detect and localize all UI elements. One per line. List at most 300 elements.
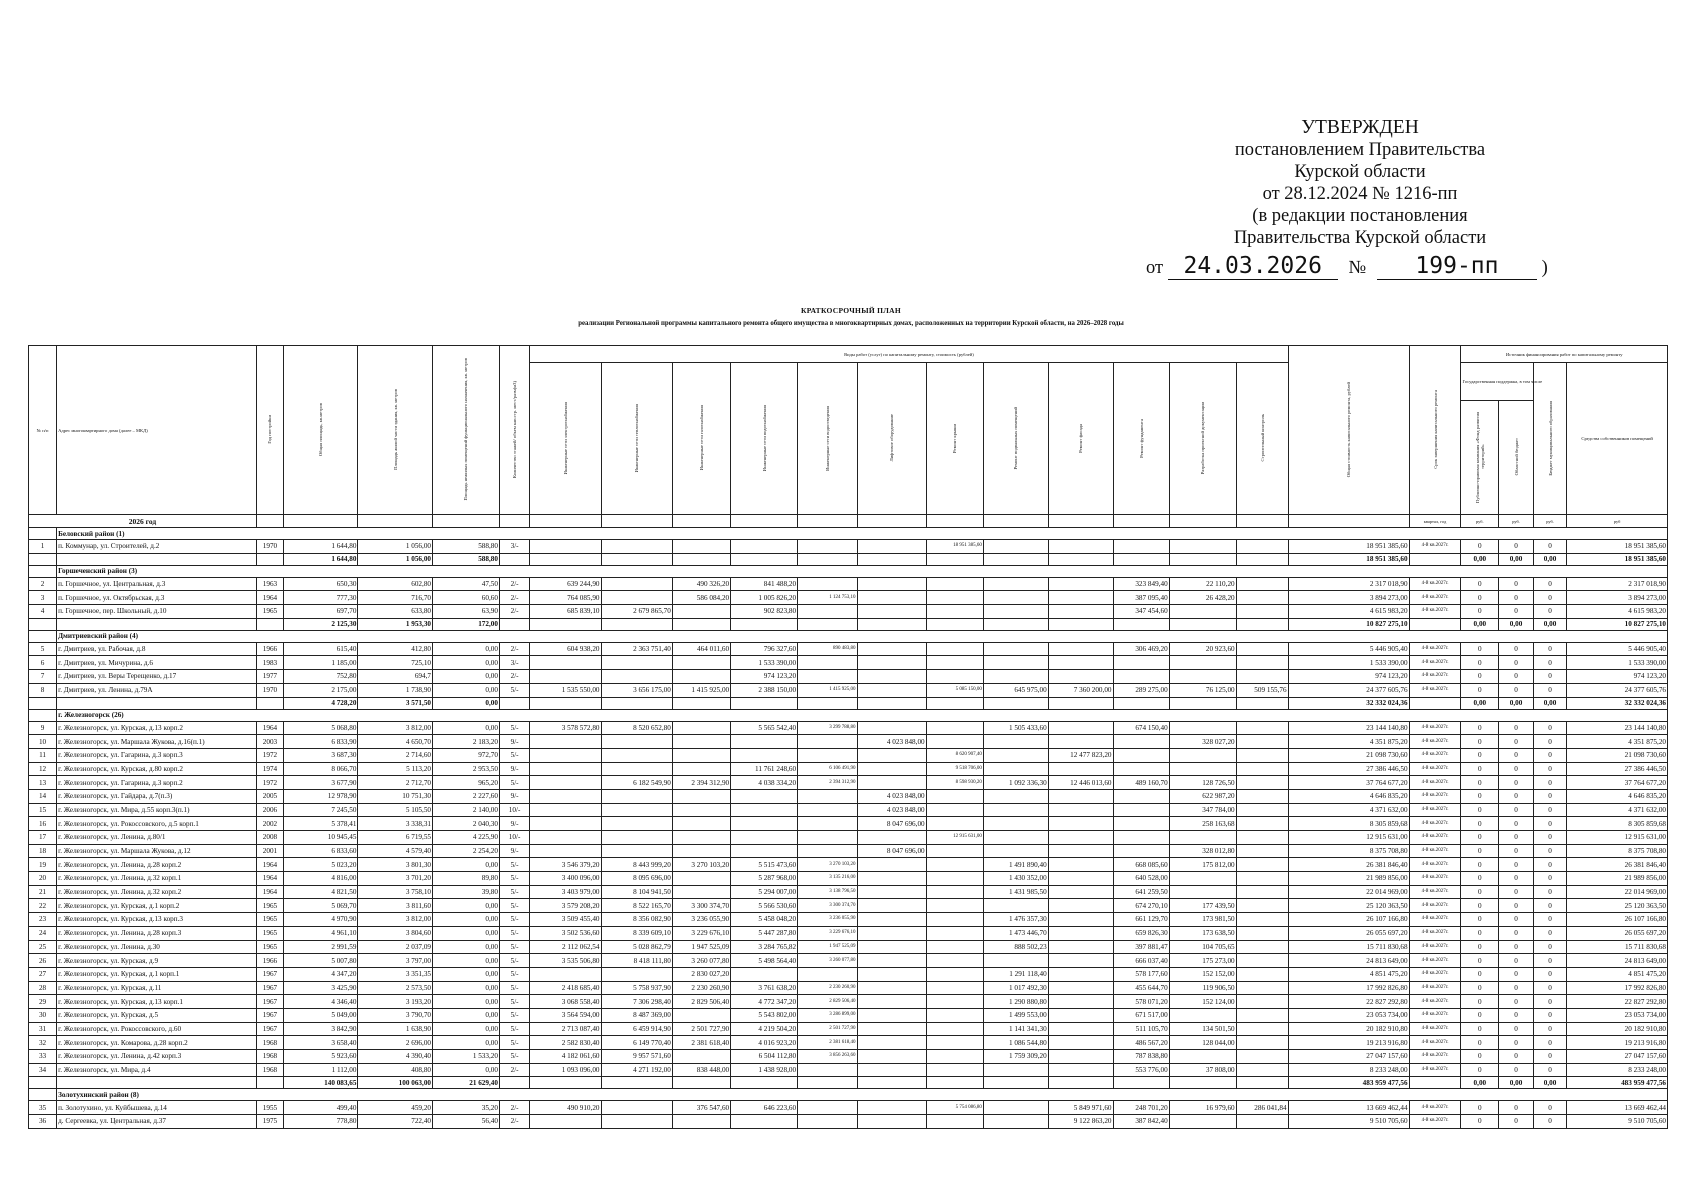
row-owners-funds: 19 213 916,80 xyxy=(1567,1036,1668,1050)
row-nonliving-area: 4 225,90 xyxy=(433,831,500,845)
row-municipal-budget: 0 xyxy=(1533,577,1566,591)
row-work-cost-3: 2 829 506,40 xyxy=(672,995,730,1009)
row-total-cost: 8 233 248,00 xyxy=(1288,1063,1409,1077)
row-work-cost-8: 645 975,00 xyxy=(983,683,1048,697)
row-work-cost-9 xyxy=(1048,858,1113,872)
row-address: г. Железногорск, ул. Гайдара, д.7(п.3) xyxy=(57,789,257,803)
row-work-cost-2: 6 149 770,40 xyxy=(601,1036,672,1050)
row-work-cost-12 xyxy=(1236,789,1288,803)
row-work-cost-1: 3 579 208,20 xyxy=(530,899,601,913)
row-year-built: 1968 xyxy=(256,1036,283,1050)
row-total-cost: 27 047 157,60 xyxy=(1288,1050,1409,1064)
row-work-cost-8 xyxy=(983,803,1048,817)
subtotal-nonliving-area: 588,80 xyxy=(433,553,500,565)
row-living-area: 4 650,70 xyxy=(358,735,433,749)
row-work-cost-7 xyxy=(926,940,983,954)
row-work-cost-5: 3 229 676,10 xyxy=(798,926,857,940)
row-year-built: 1967 xyxy=(256,995,283,1009)
row-total-cost: 24 377 605,76 xyxy=(1288,683,1409,697)
row-work-cost-9 xyxy=(1048,885,1113,899)
row-municipal-budget: 0 xyxy=(1533,1050,1566,1064)
row-work-cost-9 xyxy=(1048,913,1113,927)
row-work-cost-10 xyxy=(1113,844,1169,858)
row-work-cost-7: 12 915 631,00 xyxy=(926,831,983,845)
row-total-cost: 9 510 705,60 xyxy=(1288,1115,1409,1129)
row-work-cost-9 xyxy=(1048,926,1113,940)
subtotal-total-cost: 18 951 385,60 xyxy=(1288,553,1409,565)
row-regional-budget: 0 xyxy=(1499,670,1534,684)
row-nonliving-area: 0,00 xyxy=(433,1036,500,1050)
subtotal-owners-funds: 32 332 024,36 xyxy=(1567,697,1668,709)
row-work-cost-11 xyxy=(1169,1115,1236,1129)
row-total-area: 3 687,30 xyxy=(283,748,358,762)
row-work-cost-11: 128 726,50 xyxy=(1169,776,1236,790)
row-work-cost-5: 3 300 374,70 xyxy=(798,899,857,913)
cell-empty xyxy=(672,553,730,565)
row-work-cost-10 xyxy=(1113,735,1169,749)
decree-date: 24.03.2026 xyxy=(1168,253,1338,280)
row-address: г. Дмитриев, ул. Мичурина, д.6 xyxy=(57,656,257,670)
row-work-cost-11 xyxy=(1169,656,1236,670)
cell-empty xyxy=(1409,618,1461,630)
row-number: 30 xyxy=(29,1008,57,1022)
header-work-4: Инженерные сети водоснабжения xyxy=(731,363,798,515)
row-work-cost-8 xyxy=(983,540,1048,554)
row-regional-budget: 0 xyxy=(1499,885,1534,899)
row-work-cost-5: 3 286 899,00 xyxy=(798,1008,857,1022)
cell-empty xyxy=(1236,697,1288,709)
row-work-cost-2: 5 028 862,79 xyxy=(601,940,672,954)
row-work-cost-5: 3 138 796,50 xyxy=(798,885,857,899)
cell-empty xyxy=(57,553,257,565)
row-number: 21 xyxy=(29,885,57,899)
row-work-cost-3 xyxy=(672,762,730,776)
row-year-built: 2001 xyxy=(256,844,283,858)
row-work-cost-4: 5 287 968,00 xyxy=(731,872,798,886)
cell-empty xyxy=(672,697,730,709)
district-name: Горшеченский район (3) xyxy=(57,565,1668,577)
row-work-cost-6 xyxy=(857,591,926,605)
row-work-cost-6 xyxy=(857,995,926,1009)
row-work-cost-6: 8 047 696,00 xyxy=(857,817,926,831)
row-owners-funds: 27 386 446,50 xyxy=(1567,762,1668,776)
row-address: г. Железногорск, ул. Курская, д.13 корп.2 xyxy=(57,721,257,735)
cell-empty xyxy=(983,618,1048,630)
row-fund-reform: 0 xyxy=(1461,981,1499,995)
row-work-cost-12 xyxy=(1236,981,1288,995)
row-nonliving-area: 0,00 xyxy=(433,995,500,1009)
row-work-cost-1: 3 578 572,80 xyxy=(530,721,601,735)
cell-empty xyxy=(499,618,529,630)
row-work-cost-1 xyxy=(530,656,601,670)
row-work-cost-6 xyxy=(857,885,926,899)
approval-line-4: от 28.12.2024 № 1216-пп xyxy=(1262,184,1458,204)
row-fund-reform: 0 xyxy=(1461,1050,1499,1064)
row-fund-reform: 0 xyxy=(1461,735,1499,749)
row-work-cost-6 xyxy=(857,899,926,913)
row-work-cost-9: 12 477 823,20 xyxy=(1048,748,1113,762)
row-owners-funds: 2 317 018,90 xyxy=(1567,577,1668,591)
row-work-cost-2 xyxy=(601,591,672,605)
row-work-cost-4 xyxy=(731,817,798,831)
row-regional-budget: 0 xyxy=(1499,762,1534,776)
row-work-cost-6 xyxy=(857,762,926,776)
row-year-built: 1974 xyxy=(256,762,283,776)
row-number: 16 xyxy=(29,817,57,831)
row-floors: 5/- xyxy=(499,1050,529,1064)
row-work-cost-4 xyxy=(731,789,798,803)
row-work-cost-1: 2 582 830,40 xyxy=(530,1036,601,1050)
row-work-cost-3: 3 260 077,80 xyxy=(672,954,730,968)
row-deadline: 4-й кв.2027г. xyxy=(1409,1050,1461,1064)
district-row xyxy=(29,709,1668,721)
row-work-cost-8 xyxy=(983,1063,1048,1077)
row-work-cost-12 xyxy=(1236,926,1288,940)
row-number: 3 xyxy=(29,591,57,605)
row-total-area: 3 842,90 xyxy=(283,1022,358,1036)
row-work-cost-2 xyxy=(601,831,672,845)
row-deadline: 4-й кв.2027г. xyxy=(1409,1101,1461,1115)
row-work-cost-2 xyxy=(601,967,672,981)
table-row xyxy=(29,926,1668,940)
district-row xyxy=(29,565,1668,577)
row-nonliving-area: 588,80 xyxy=(433,540,500,554)
row-owners-funds: 21 098 730,60 xyxy=(1567,748,1668,762)
row-work-cost-6 xyxy=(857,981,926,995)
row-work-cost-4: 5 566 530,60 xyxy=(731,899,798,913)
row-work-cost-8 xyxy=(983,591,1048,605)
row-regional-budget: 0 xyxy=(1499,748,1534,762)
row-work-cost-9 xyxy=(1048,789,1113,803)
row-number: 15 xyxy=(29,803,57,817)
header-work-8: Ремонт подвальных помещений xyxy=(983,363,1048,515)
table-row xyxy=(29,940,1668,954)
subtotal-municipal-budget: 0,00 xyxy=(1533,618,1566,630)
row-work-cost-4: 5 565 542,40 xyxy=(731,721,798,735)
row-work-cost-5: 3 299 788,80 xyxy=(798,721,857,735)
subtotal-total-cost: 10 827 275,10 xyxy=(1288,618,1409,630)
row-fund-reform: 0 xyxy=(1461,1022,1499,1036)
unit-rub-1: руб. xyxy=(1461,515,1499,528)
row-work-cost-1: 2 418 685,40 xyxy=(530,981,601,995)
row-work-cost-4: 902 823,80 xyxy=(731,605,798,619)
table-row xyxy=(29,981,1668,995)
row-total-cost: 26 381 846,40 xyxy=(1288,858,1409,872)
table-row xyxy=(29,817,1668,831)
row-total-cost: 22 827 292,80 xyxy=(1288,995,1409,1009)
row-floors: 5/- xyxy=(499,940,529,954)
row-address: г. Железногорск, ул. Ленина, д.42 корп.3 xyxy=(57,1050,257,1064)
row-work-cost-8 xyxy=(983,670,1048,684)
subtotal-municipal-budget: 0,00 xyxy=(1533,553,1566,565)
row-work-cost-11 xyxy=(1169,670,1236,684)
row-number: 7 xyxy=(29,670,57,684)
row-municipal-budget: 0 xyxy=(1533,831,1566,845)
row-regional-budget: 0 xyxy=(1499,981,1534,995)
row-total-area: 6 833,90 xyxy=(283,735,358,749)
row-living-area: 4 579,40 xyxy=(358,844,433,858)
row-deadline: 4-й кв.2027г. xyxy=(1409,885,1461,899)
table-row xyxy=(29,762,1668,776)
row-work-cost-11 xyxy=(1169,872,1236,886)
table-row xyxy=(29,1115,1668,1129)
row-work-cost-4: 3 761 638,20 xyxy=(731,981,798,995)
cell-empty xyxy=(29,553,57,565)
subtotal-living-area: 1 953,30 xyxy=(358,618,433,630)
row-regional-budget: 0 xyxy=(1499,872,1534,886)
cell-empty xyxy=(731,1077,798,1089)
header-floors: Количество этажей/ объем кап.стр. мест/разм(м3) xyxy=(499,346,529,515)
cell-empty xyxy=(530,697,601,709)
row-work-cost-10: 787 838,80 xyxy=(1113,1050,1169,1064)
row-living-area: 3 758,10 xyxy=(358,885,433,899)
row-number: 35 xyxy=(29,1101,57,1115)
row-work-cost-10: 323 849,40 xyxy=(1113,577,1169,591)
row-address: г. Железногорск, ул. Курская, д.9 xyxy=(57,954,257,968)
row-work-cost-6 xyxy=(857,872,926,886)
row-number: 29 xyxy=(29,995,57,1009)
table-row xyxy=(29,1063,1668,1077)
row-municipal-budget: 0 xyxy=(1533,591,1566,605)
cell-empty xyxy=(1409,1077,1461,1089)
row-work-cost-3 xyxy=(672,656,730,670)
row-work-cost-9: 9 122 863,20 xyxy=(1048,1115,1113,1129)
row-work-cost-1: 604 938,20 xyxy=(530,642,601,656)
row-living-area: 412,80 xyxy=(358,642,433,656)
row-total-cost: 27 386 446,50 xyxy=(1288,762,1409,776)
row-work-cost-6: 4 023 848,00 xyxy=(857,803,926,817)
row-work-cost-3 xyxy=(672,831,730,845)
row-work-cost-1: 1 535 550,00 xyxy=(530,683,601,697)
row-work-cost-3 xyxy=(672,789,730,803)
row-work-cost-3: 2 394 312,90 xyxy=(672,776,730,790)
row-deadline: 4-й кв.2027г. xyxy=(1409,967,1461,981)
header-owners-funds: Средства собственников помещений xyxy=(1567,363,1668,515)
row-total-cost: 4 371 632,00 xyxy=(1288,803,1409,817)
row-work-cost-1: 3 502 536,60 xyxy=(530,926,601,940)
row-work-cost-12 xyxy=(1236,885,1288,899)
row-work-cost-12 xyxy=(1236,1063,1288,1077)
row-work-cost-12 xyxy=(1236,844,1288,858)
row-number: 27 xyxy=(29,967,57,981)
row-total-area: 5 023,20 xyxy=(283,858,358,872)
row-work-cost-6 xyxy=(857,642,926,656)
row-regional-budget: 0 xyxy=(1499,831,1534,845)
row-total-area: 5 049,00 xyxy=(283,1008,358,1022)
row-fund-reform: 0 xyxy=(1461,776,1499,790)
row-work-cost-7 xyxy=(926,1022,983,1036)
row-work-cost-4: 2 388 150,00 xyxy=(731,683,798,697)
row-work-cost-7 xyxy=(926,872,983,886)
row-nonliving-area: 0,00 xyxy=(433,642,500,656)
row-work-cost-6 xyxy=(857,540,926,554)
row-work-cost-1: 3 535 506,80 xyxy=(530,954,601,968)
row-regional-budget: 0 xyxy=(1499,844,1534,858)
row-total-cost: 23 053 734,00 xyxy=(1288,1008,1409,1022)
row-work-cost-2 xyxy=(601,803,672,817)
row-owners-funds: 24 377 605,76 xyxy=(1567,683,1668,697)
row-work-cost-12 xyxy=(1236,995,1288,1009)
table-row xyxy=(29,735,1668,749)
row-address: г. Дмитриев, ул. Ленина, д.79А xyxy=(57,683,257,697)
approval-line-1: УТВЕРЖДЕН xyxy=(1301,117,1419,138)
row-total-area: 4 961,10 xyxy=(283,926,358,940)
row-work-cost-4: 5 543 802,00 xyxy=(731,1008,798,1022)
row-work-cost-2 xyxy=(601,762,672,776)
row-regional-budget: 0 xyxy=(1499,995,1534,1009)
row-work-cost-10: 553 776,00 xyxy=(1113,1063,1169,1077)
row-work-cost-1: 4 182 061,60 xyxy=(530,1050,601,1064)
cell-empty xyxy=(256,697,283,709)
row-fund-reform: 0 xyxy=(1461,683,1499,697)
row-work-cost-12 xyxy=(1236,899,1288,913)
row-regional-budget: 0 xyxy=(1499,967,1534,981)
row-work-cost-2: 8 487 369,00 xyxy=(601,1008,672,1022)
row-work-cost-6 xyxy=(857,1036,926,1050)
row-owners-funds: 13 669 462,44 xyxy=(1567,1101,1668,1115)
cell-empty xyxy=(57,697,257,709)
row-year-built: 1972 xyxy=(256,748,283,762)
header-works-group: Виды работ (услуг) по капитальному ремонту, стоимость (рублей) xyxy=(530,346,1288,363)
row-address: г. Железногорск, ул. Маршала Жукова, д.16(п.1) xyxy=(57,735,257,749)
cell-empty xyxy=(1409,553,1461,565)
row-work-cost-12 xyxy=(1236,913,1288,927)
table-row xyxy=(29,844,1668,858)
row-work-cost-11: 37 808,00 xyxy=(1169,1063,1236,1077)
row-work-cost-3: 3 236 055,90 xyxy=(672,913,730,927)
table-header xyxy=(29,346,1668,528)
row-regional-budget: 0 xyxy=(1499,803,1534,817)
row-work-cost-2: 8 339 609,10 xyxy=(601,926,672,940)
row-work-cost-5 xyxy=(798,1115,857,1129)
row-address: г. Железногорск, ул. Мира, д.55 корп.3(п.1) xyxy=(57,803,257,817)
row-total-area: 697,70 xyxy=(283,605,358,619)
header-work-6: Лифтовое оборудование xyxy=(857,363,926,515)
row-work-cost-2 xyxy=(601,670,672,684)
row-work-cost-7 xyxy=(926,1008,983,1022)
row-work-cost-9 xyxy=(1048,940,1113,954)
row-total-area: 650,30 xyxy=(283,577,358,591)
row-work-cost-1: 3 546 379,20 xyxy=(530,858,601,872)
row-address: г. Железногорск, ул. Курская, д.1 корп.2 xyxy=(57,899,257,913)
cell-empty xyxy=(29,630,57,642)
row-number: 24 xyxy=(29,926,57,940)
row-year-built: 1983 xyxy=(256,656,283,670)
row-work-cost-8: 1 430 352,00 xyxy=(983,872,1048,886)
row-work-cost-3: 1 947 525,09 xyxy=(672,940,730,954)
row-work-cost-1: 3 403 979,00 xyxy=(530,885,601,899)
row-total-cost: 4 646 835,20 xyxy=(1288,789,1409,803)
row-work-cost-7 xyxy=(926,577,983,591)
row-total-cost: 974 123,20 xyxy=(1288,670,1409,684)
row-work-cost-9 xyxy=(1048,1008,1113,1022)
row-floors: 5/- xyxy=(499,776,529,790)
row-deadline: 4-й кв.2027г. xyxy=(1409,789,1461,803)
row-work-cost-2: 3 656 175,00 xyxy=(601,683,672,697)
row-nonliving-area: 0,00 xyxy=(433,899,500,913)
row-deadline: 4-й кв.2027г. xyxy=(1409,656,1461,670)
row-total-cost: 21 098 730,60 xyxy=(1288,748,1409,762)
row-work-cost-9 xyxy=(1048,656,1113,670)
row-work-cost-8: 1 291 118,40 xyxy=(983,967,1048,981)
row-deadline: 4-й кв.2027г. xyxy=(1409,683,1461,697)
row-nonliving-area: 2 140,00 xyxy=(433,803,500,817)
row-work-cost-3: 376 547,60 xyxy=(672,1101,730,1115)
cell-empty xyxy=(499,697,529,709)
cell-empty xyxy=(499,553,529,565)
cell-empty xyxy=(1113,1077,1169,1089)
row-living-area: 694,7 xyxy=(358,670,433,684)
subtotal-fund-reform: 0,00 xyxy=(1461,1077,1499,1089)
row-work-cost-7 xyxy=(926,656,983,670)
row-work-cost-2 xyxy=(601,577,672,591)
row-floors: 5/- xyxy=(499,885,529,899)
row-work-cost-10: 674 150,40 xyxy=(1113,721,1169,735)
cell-empty xyxy=(1236,1077,1288,1089)
row-work-cost-4 xyxy=(731,748,798,762)
row-total-area: 2 991,59 xyxy=(283,940,358,954)
header-work-11: Разработка проектной документации xyxy=(1169,363,1236,515)
row-work-cost-5 xyxy=(798,844,857,858)
row-nonliving-area: 2 227,60 xyxy=(433,789,500,803)
subtotal-living-area: 1 056,00 xyxy=(358,553,433,565)
row-living-area: 3 801,30 xyxy=(358,858,433,872)
row-number: 6 xyxy=(29,656,57,670)
row-work-cost-5: 3 270 103,20 xyxy=(798,858,857,872)
row-work-cost-9 xyxy=(1048,954,1113,968)
row-work-cost-7: 18 951 385,60 xyxy=(926,540,983,554)
capital-repair-plan-table xyxy=(28,345,1668,1129)
row-floors: 5/- xyxy=(499,1008,529,1022)
row-floors: 10/- xyxy=(499,803,529,817)
header-address: Адрес многоквартирного дома (далее – МКД) xyxy=(57,346,257,515)
row-work-cost-4: 1 005 826,20 xyxy=(731,591,798,605)
row-work-cost-6 xyxy=(857,748,926,762)
row-work-cost-3: 586 084,20 xyxy=(672,591,730,605)
cell-empty xyxy=(29,697,57,709)
row-year-built: 1964 xyxy=(256,591,283,605)
cell-empty xyxy=(798,618,857,630)
row-total-area: 4 821,50 xyxy=(283,885,358,899)
row-regional-budget: 0 xyxy=(1499,817,1534,831)
row-owners-funds: 974 123,20 xyxy=(1567,670,1668,684)
row-work-cost-5 xyxy=(798,577,857,591)
row-work-cost-5: 2 829 506,40 xyxy=(798,995,857,1009)
subtotal-living-area: 3 571,50 xyxy=(358,697,433,709)
row-work-cost-8 xyxy=(983,605,1048,619)
row-work-cost-7 xyxy=(926,926,983,940)
row-work-cost-5 xyxy=(798,803,857,817)
row-deadline: 4-й кв.2027г. xyxy=(1409,940,1461,954)
row-fund-reform: 0 xyxy=(1461,1101,1499,1115)
row-work-cost-10: 641 259,50 xyxy=(1113,885,1169,899)
row-municipal-budget: 0 xyxy=(1533,967,1566,981)
cell-empty xyxy=(256,553,283,565)
row-work-cost-6 xyxy=(857,1008,926,1022)
row-work-cost-10: 674 270,10 xyxy=(1113,899,1169,913)
row-municipal-budget: 0 xyxy=(1533,540,1566,554)
row-work-cost-2 xyxy=(601,748,672,762)
row-work-cost-5 xyxy=(798,540,857,554)
row-address: г. Железногорск, ул. Мира, д.4 xyxy=(57,1063,257,1077)
row-municipal-budget: 0 xyxy=(1533,995,1566,1009)
row-work-cost-5: 3 260 077,80 xyxy=(798,954,857,968)
row-work-cost-8: 1 505 433,60 xyxy=(983,721,1048,735)
row-work-cost-8: 1 290 880,80 xyxy=(983,995,1048,1009)
row-work-cost-7 xyxy=(926,967,983,981)
row-work-cost-3 xyxy=(672,735,730,749)
row-floors: 5/- xyxy=(499,913,529,927)
